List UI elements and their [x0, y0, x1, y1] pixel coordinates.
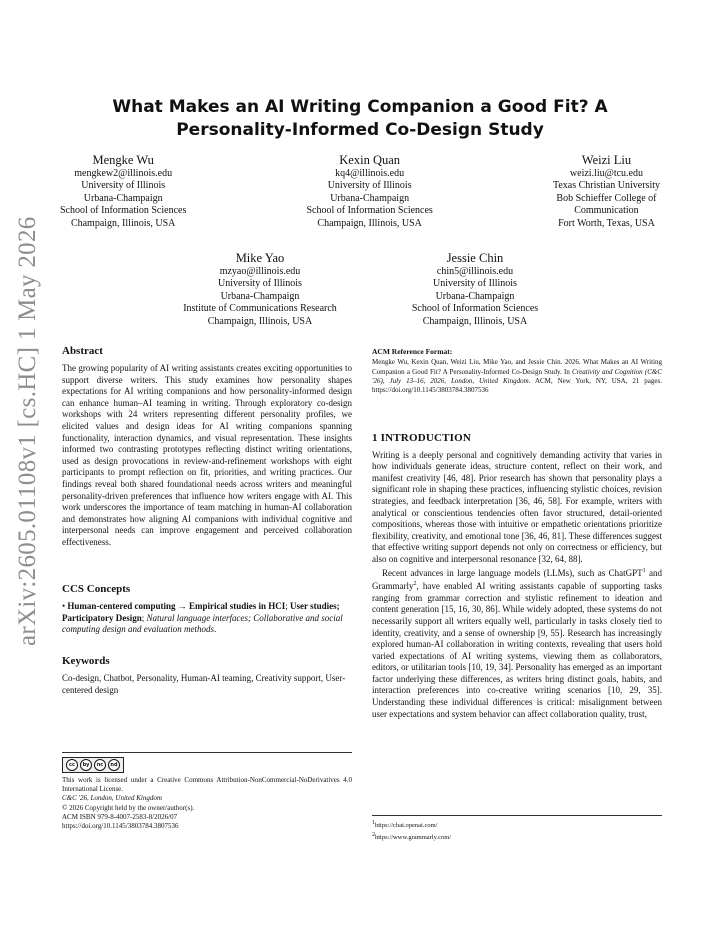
author-name: Mengke Wu: [92, 153, 154, 167]
isbn-text: ACM ISBN 979-8-4007-2583-8/2026/07: [62, 812, 178, 821]
cc-by-icon: by: [80, 759, 92, 771]
footnote-url[interactable]: https://chat.openai.com/: [375, 822, 438, 830]
keywords-text: Co-design, Chatbot, Personality, Human-AI teaming, Creativity support, User-centered design: [62, 673, 346, 695]
cc-license-icon[interactable]: [62, 757, 124, 773]
ccs-concept-primary: Human-centered computing → Empirical studies in HCI: [67, 601, 286, 611]
ccs-concept-secondary: User studies; Participatory Design: [62, 601, 340, 623]
license-text: This work is licensed under a Creative Commons Attribution-NonCommercial-NoDerivatives 4.0 International License.: [62, 776, 352, 794]
author-location: Champaign, Illinois, USA: [317, 217, 422, 229]
author-affiliation: University of Illinois: [81, 180, 166, 192]
author-block: [390, 250, 560, 328]
abstract-heading: Abstract: [62, 345, 103, 357]
author-affiliation: University of Illinois: [327, 180, 412, 192]
reference-authors: Mengke Wu, Kexin Quan, Weizi Liu, Mike Yao, and Jessie Chin. 2026. What Makes an AI Writing Companion a Good Fit? A Personality-Informed Co-Design Study. In: [372, 358, 662, 376]
reference-format: [372, 347, 662, 396]
footnote-item: [372, 819, 662, 831]
intro-text: and Grammarly: [372, 567, 663, 592]
author-affiliation: Urbana-Champaign: [330, 192, 410, 204]
author-email[interactable]: mzyao@illinois.edu: [219, 266, 301, 277]
title-line-1: What Makes an AI Writing Companion a Good Fit? A: [112, 97, 608, 117]
cc-icon: cc: [66, 759, 78, 771]
paper-title: [60, 96, 660, 142]
reference-rest: . ACM, New York, NY, USA, 21 pages. https://doi.org/10.1145/3803784.3807536: [372, 377, 662, 395]
author-email[interactable]: kq4@illinois.edu: [335, 168, 405, 179]
title-line-2: Personality-Informed Co-Design Study: [176, 120, 544, 140]
author-location: Fort Worth, Texas, USA: [558, 217, 655, 229]
reference-format-text: [372, 358, 662, 396]
authors-row-1: [60, 152, 660, 230]
cc-nc-icon: nc: [94, 759, 106, 771]
ccs-bullet: •: [62, 601, 68, 611]
author-email[interactable]: mengkew2@illinois.edu: [74, 168, 173, 179]
author-name: Mike Yao: [235, 251, 285, 265]
footnote-item: [372, 831, 662, 843]
author-affiliation: School of Information Sciences: [411, 303, 539, 315]
author-affiliation: Bob Schieffer College of: [556, 192, 657, 204]
abstract-text: The growing popularity of AI writing assistants creates exciting opportunities to support diverse writers. This study examines how personality shapes expectations for AI writing companions and how personality-informed design can enhance human–AI teaming in writing. Through exploratory co-design workshops with 24 writers representing different personality profiles, we elicited values and design ideas for AI writing companions spanning functionality, interaction dynamics, and visual representation. These insights informed two contrasting prototypes reflecting distinct writing orientations, used as design provocations in review-and-refinement workshops with eight participants to prompt reflection on fit, priorities, and writing practices. Our findings reveal both shared foundational needs across writers and meaningful personality-driven preferences that influence how writers engage with AI. This work underscores the importance of team matching in human-AI collaboration and demonstrates how aligning AI companions with individual cognitive and interpersonal needs can improve engagement and perceived collaboration effectiveness.: [62, 363, 352, 547]
author-affiliation: School of Information Sciences: [60, 205, 187, 217]
author-affiliation: Texas Christian University: [552, 180, 660, 192]
author-email[interactable]: chin5@illinois.edu: [436, 266, 514, 277]
ccs-end: .: [213, 624, 217, 635]
author-name: Jessie Chin: [446, 251, 504, 265]
ccs-section: [62, 583, 352, 636]
keywords-section: [62, 655, 352, 696]
keywords-heading: Keywords: [62, 655, 110, 667]
author-block: [553, 152, 660, 230]
introduction-heading: 1 INTRODUCTION: [372, 432, 472, 444]
footnote-mark[interactable]: 2: [413, 581, 417, 588]
author-location: Champaign, Illinois, USA: [422, 315, 528, 327]
reference-format-heading: ACM Reference Format:: [372, 347, 453, 356]
doi-link[interactable]: https://doi.org/10.1145/3803784.3807536: [62, 822, 179, 831]
abstract-section: [62, 345, 352, 549]
author-affiliation: Urbana-Champaign: [220, 290, 300, 302]
footnote-number: 1: [372, 820, 375, 826]
footnote-url[interactable]: https://www.grammarly.com/: [375, 833, 452, 841]
intro-text: Recent advances in large language models (LLMs), such as ChatGPT: [382, 567, 643, 578]
author-location: Champaign, Illinois, USA: [70, 217, 176, 229]
intro-paragraph-2: [372, 566, 662, 721]
footnote-mark[interactable]: 1: [642, 567, 646, 574]
license-block: [62, 752, 352, 831]
authors-row-2: [60, 250, 660, 328]
ccs-heading: CCS Concepts: [62, 583, 131, 595]
venue-text: C&C '26, London, United Kingdom: [62, 794, 162, 803]
ccs-text: [62, 601, 352, 636]
author-affiliation: Urbana-Champaign: [435, 290, 515, 302]
introduction-section: [372, 433, 662, 720]
author-location: Champaign, Illinois, USA: [207, 315, 313, 327]
author-affiliation: School of Information Sciences: [306, 205, 433, 217]
cc-nd-icon: nd: [108, 759, 120, 771]
copyright-text: © 2026 Copyright held by the owner/author(s).: [62, 803, 195, 812]
ccs-concept-italic: Natural language interfaces; Collaborative and social computing design and evaluation methods: [62, 612, 343, 635]
intro-paragraph-1: Writing is a deeply personal and cognitively demanding activity that varies in how individuals generate ideas, structure content, reflect on their work, and manifest creativity [46, 48]. Prior research has shown that personality plays a significant role in shaping these practices, influencing stylistic choices, revision strategies, and feedback interpretation [36, 46, 58]. For example, writers with analytical or conscientious tendencies often favor structured, detail-oriented compositions, whereas those with intuitive or empathetic orientations prioritize flexibility, creativity, and emotional tone [36, 46, 81]. These differences suggest that effective writing support depends not only on correctness or efficiency, but also on cognitive and interpersonal resonance [32, 64, 88].: [372, 449, 662, 564]
author-affiliation: University of Illinois: [433, 278, 517, 290]
ccs-separator: ;: [285, 601, 291, 611]
arxiv-stamp: arXiv:2605.01108v1 [cs.HC] 1 May 2026: [14, 216, 41, 646]
ccs-separator: ;: [141, 612, 147, 623]
intro-text: , have enabled AI writing assistants capable of supporting tasks ranging from grammar correction and stylistic refinement to ideation and content generation [15, 16, 30, 86]. While widely adopted, these systems do not necessarily support all writers equally well, particularly in tasks closely tied to identity, creativity, and a sense of ownership [9, 55]. Research has increasingly explored human-AI collaboration in writing contexts, revealing that users hold varied expectations of AI writing systems, viewing them as collaborators, editors, or utilitarian tools [10, 19, 34]. Personality has emerged as an important factor underlying these differences, as writers bring distinct goals, habits, and interaction preferences into co-creative writing scenarios [10, 29, 35]. Understanding these individual differences is critical: misalignment between user expectations and system behavior can affect collaboration quality, trust,: [372, 581, 662, 719]
author-block: [60, 152, 186, 230]
author-affiliation: Communication: [574, 205, 639, 217]
author-email[interactable]: weizi.liu@tcu.edu: [569, 168, 643, 179]
reference-venue: Creativity and Cognition (C&C '26), July 13–16, 2026, London, United Kingdom: [372, 367, 662, 386]
author-affiliation: Institute of Communications Research: [183, 303, 337, 315]
footnote-number: 2: [372, 831, 375, 838]
author-block: [306, 152, 432, 230]
author-affiliation: University of Illinois: [218, 278, 302, 290]
author-affiliation: Urbana-Champaign: [83, 192, 163, 204]
author-name: Kexin Quan: [339, 153, 401, 167]
author-block: [160, 250, 360, 328]
footnotes: [372, 815, 662, 843]
author-name: Weizi Liu: [581, 153, 632, 167]
